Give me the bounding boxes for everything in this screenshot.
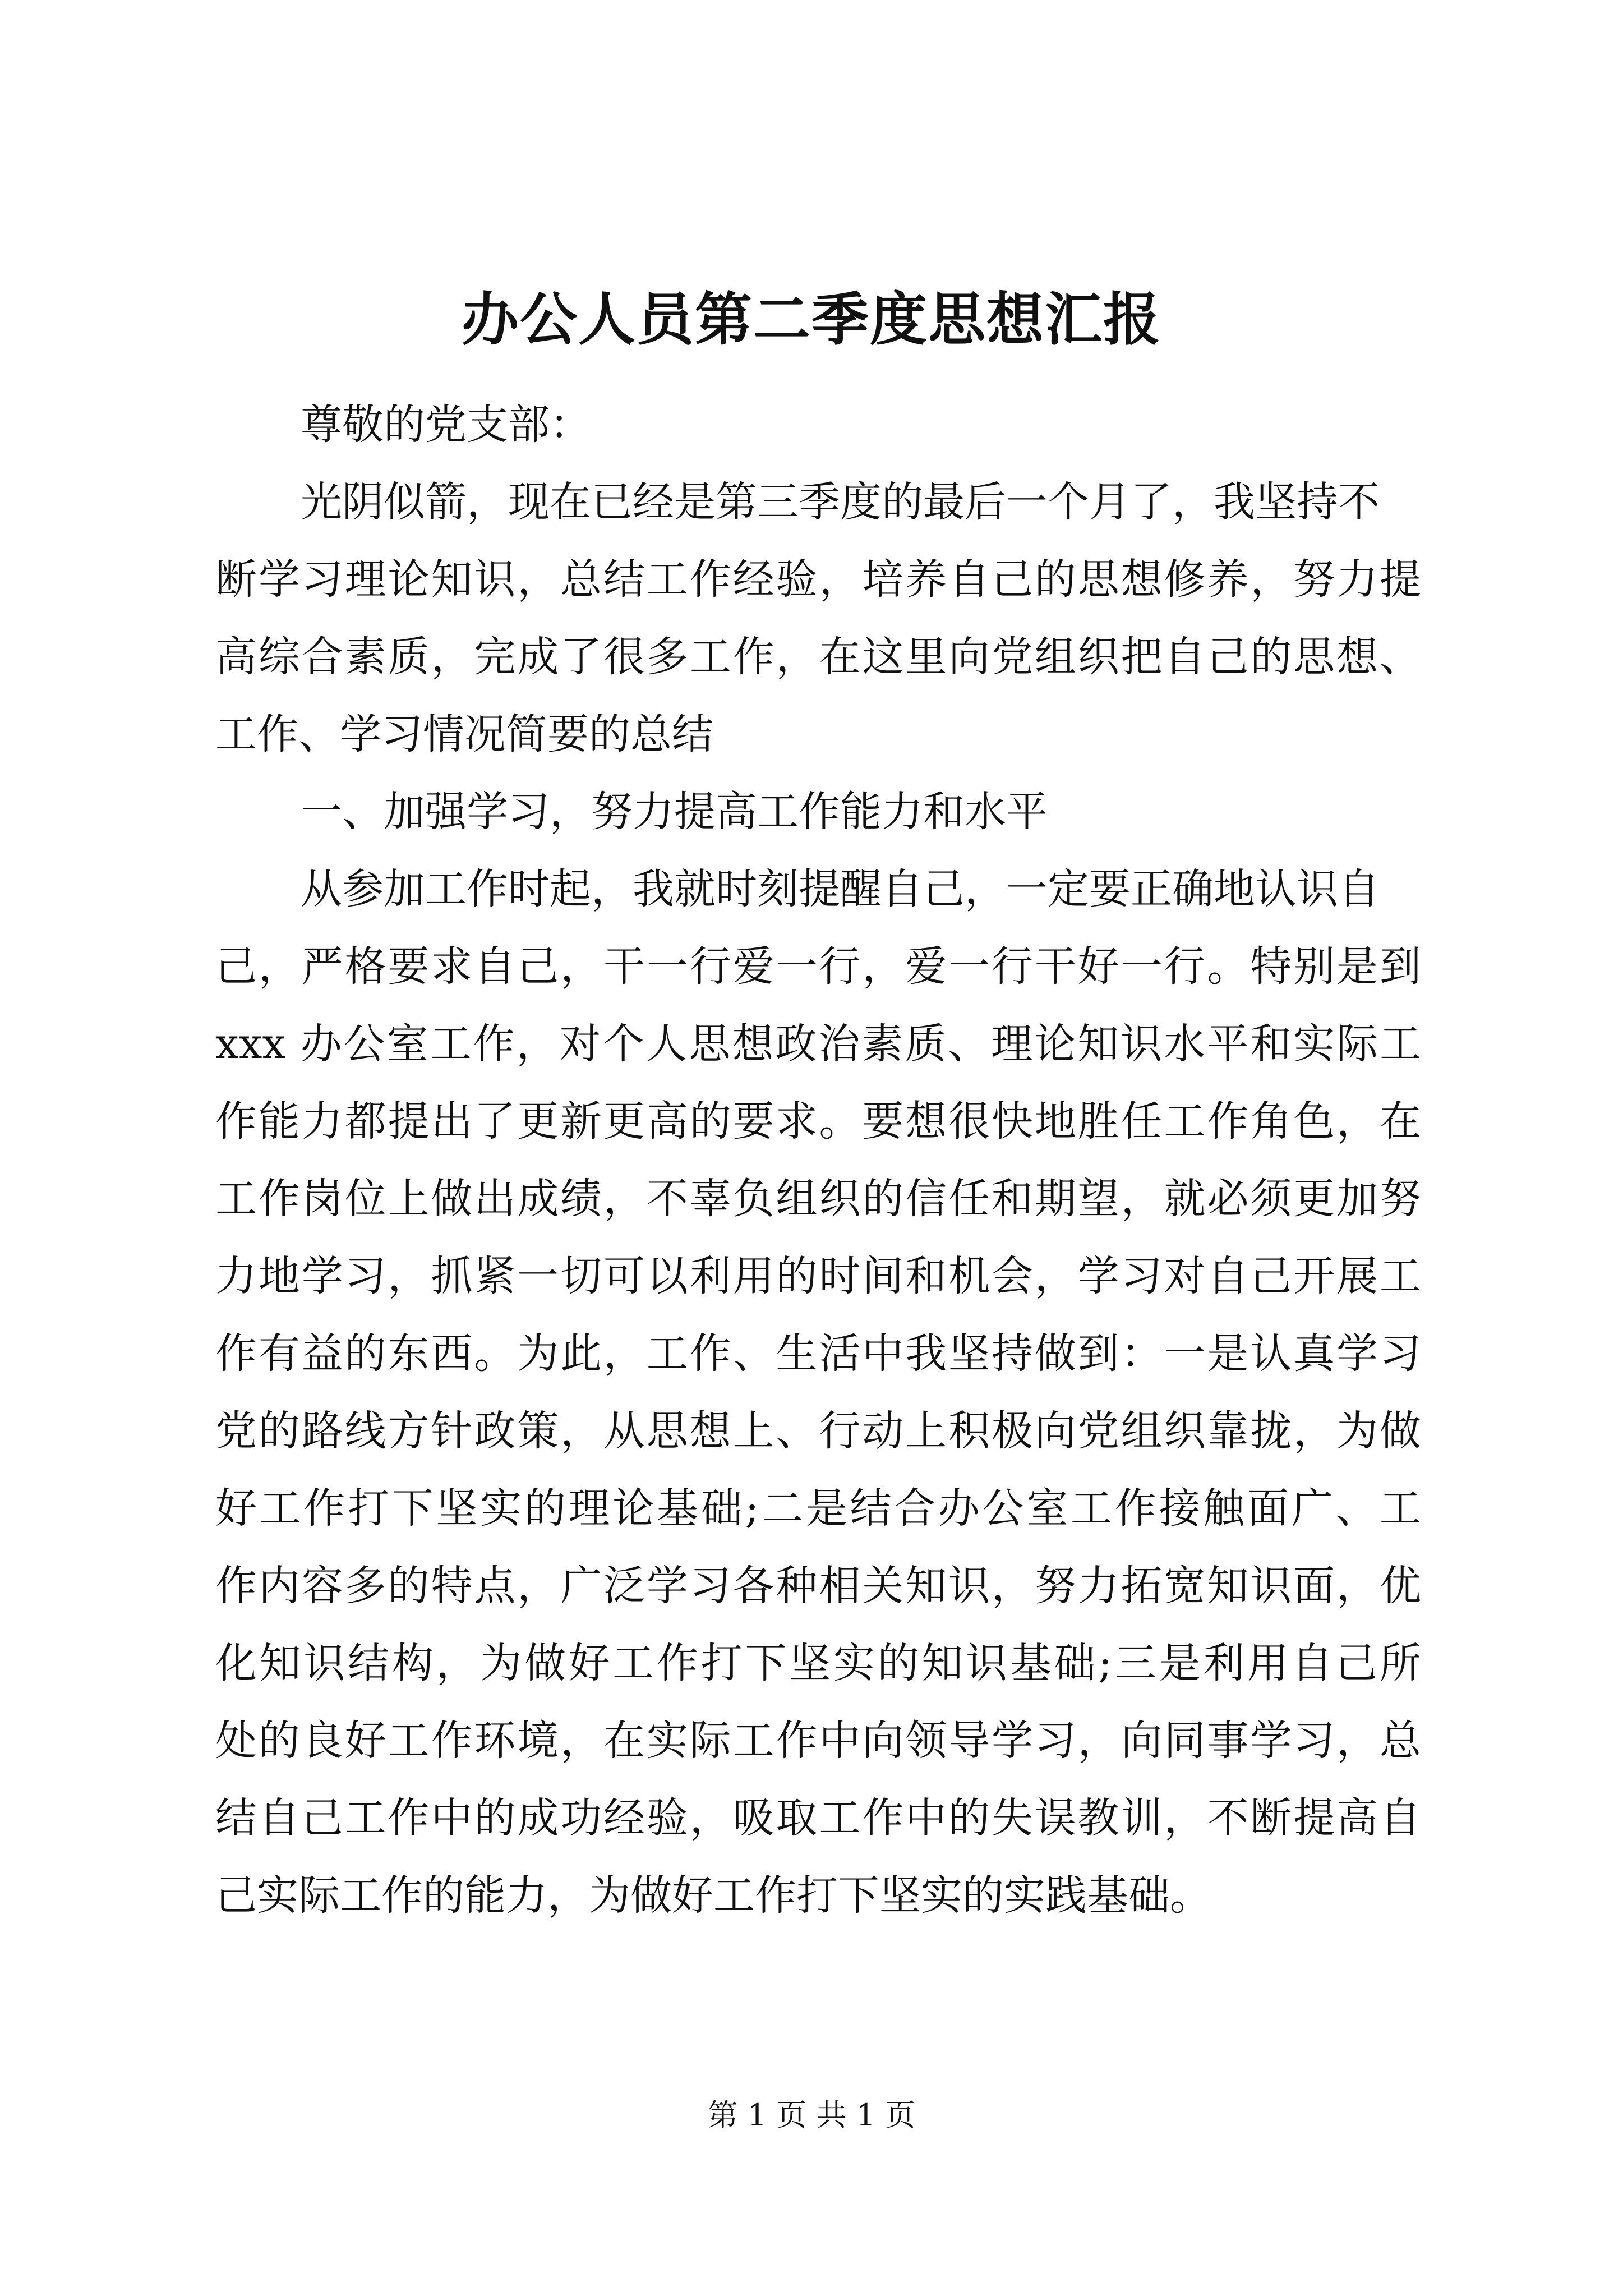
paragraph-line: 处的良好工作环境，在实际工作中向领导学习，向同事学习，总 bbox=[215, 1717, 1421, 1765]
paragraph-line: 己，严格要求自己，干一行爱一行，爱一行干好一行。特别是到 bbox=[215, 942, 1421, 991]
paragraph-line: 好工作打下坚实的理论基础;二是结合办公室工作接触面广、工 bbox=[215, 1484, 1421, 1533]
paragraph-line: 作内容多的特点，广泛学习各种相关知识，努力拓宽知识面，优 bbox=[215, 1562, 1421, 1610]
greeting-line: 尊敬的党支部： bbox=[301, 401, 591, 449]
page-footer: 第 1 页 共 1 页 bbox=[707, 2097, 916, 2133]
paragraph-line: 结自己工作中的成功经验，吸取工作中的失误教训，不断提高自 bbox=[215, 1794, 1421, 1842]
paragraph-line: 作有益的东西。为此，工作、生活中我坚持做到：一是认真学习 bbox=[215, 1329, 1421, 1378]
paragraph-line: 化知识结构，为做好工作打下坚实的知识基础;三是利用自己所 bbox=[215, 1639, 1421, 1687]
paragraph-line: 从参加工作时起，我就时刻提醒自己，一定要正确地认识自 bbox=[301, 865, 1380, 913]
paragraph-line: 光阴似箭，现在已经是第三季度的最后一个月了，我坚持不 bbox=[301, 478, 1380, 526]
paragraph-line: 己实际工作的能力，为做好工作打下坚实的实践基础。 bbox=[215, 1871, 1211, 1920]
paragraph-line: 力地学习，抓紧一切可以利用的时间和机会，学习对自己开展工 bbox=[215, 1252, 1421, 1300]
paragraph-line: 作能力都提出了更新更高的要求。要想很快地胜任工作角色，在 bbox=[215, 1097, 1421, 1145]
paragraph-line: 党的路线方针政策，从思想上、行动上积极向党组织靠拢，为做 bbox=[215, 1407, 1421, 1455]
document-title: 办公人员第二季度思想汇报 bbox=[462, 286, 1161, 353]
paragraph-line: 工作、学习情况简要的总结 bbox=[215, 710, 713, 758]
paragraph-line: xxx 办公室工作，对个人思想政治素质、理论知识水平和实际工 bbox=[215, 1020, 1421, 1068]
paragraph-line: 断学习理论知识，总结工作经验，培养自己的思想修养，努力提 bbox=[215, 555, 1421, 604]
paragraph-line: 高综合素质，完成了很多工作，在这里向党组织把自己的思想、 bbox=[215, 633, 1421, 681]
paragraph-line: 工作岗位上做出成绩，不辜负组织的信任和期望，就必须更加努 bbox=[215, 1175, 1421, 1223]
section-heading: 一、加强学习，努力提高工作能力和水平 bbox=[301, 788, 1048, 836]
document-body bbox=[215, 386, 1421, 1934]
